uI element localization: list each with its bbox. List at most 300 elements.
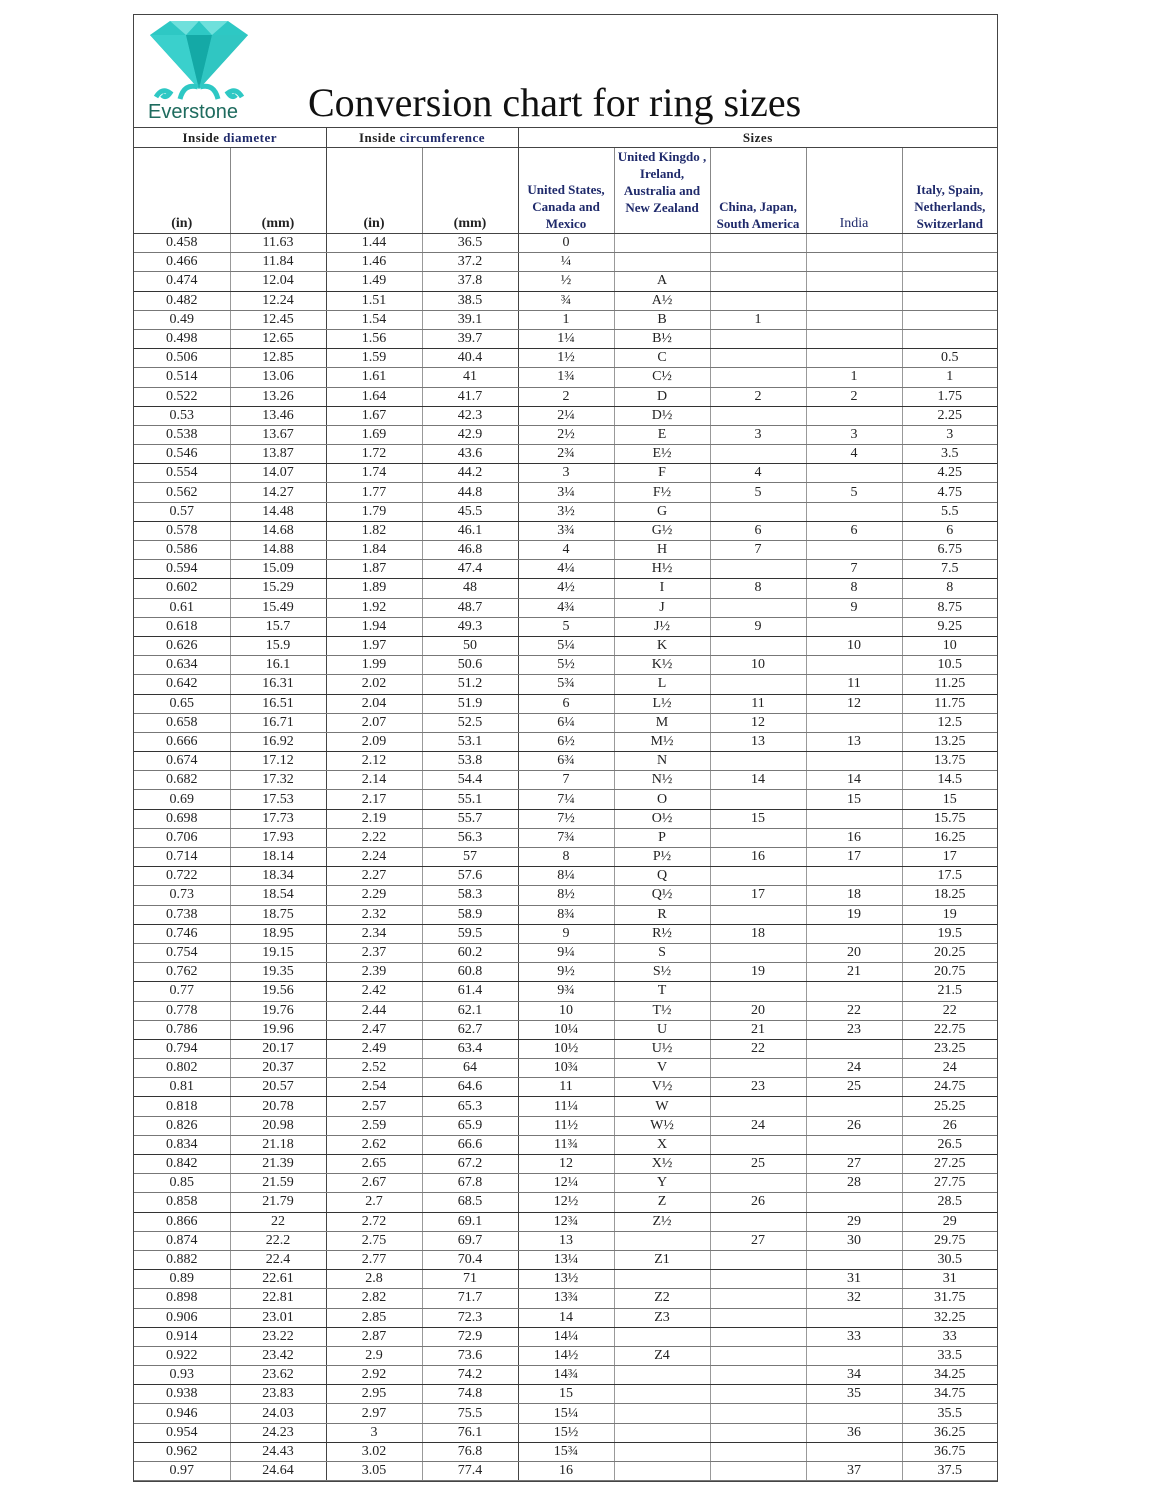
cell-india-size [806, 1346, 902, 1365]
cell-italy-size: 24.75 [902, 1078, 997, 1097]
cell-circumference-in: 2.95 [326, 1385, 422, 1404]
table-row [134, 1462, 997, 1481]
ring-size-chart [133, 14, 998, 1482]
cell-italy-size: 13.75 [902, 752, 997, 771]
cell-india-size [806, 541, 902, 560]
cell-us-size: 5 [518, 617, 614, 636]
cell-italy-size: 37.5 [902, 1462, 997, 1481]
cell-circumference-mm: 42.3 [422, 406, 518, 425]
cell-diameter-in: 0.89 [134, 1270, 230, 1289]
cell-circumference-mm: 55.1 [422, 790, 518, 809]
cell-india-size [806, 752, 902, 771]
cell-india-size: 15 [806, 790, 902, 809]
cell-uk-size: A [614, 272, 710, 291]
cell-us-size: 6 [518, 694, 614, 713]
cell-diameter-in: 0.538 [134, 425, 230, 444]
group-sizes: Sizes [518, 128, 997, 148]
table-row [134, 310, 997, 329]
cell-diameter-in: 0.85 [134, 1174, 230, 1193]
table-row [134, 1039, 997, 1058]
cell-diameter-mm: 14.27 [230, 483, 326, 502]
cell-diameter-mm: 20.57 [230, 1078, 326, 1097]
cell-italy-size: 25.25 [902, 1097, 997, 1116]
cell-italy-size: 15 [902, 790, 997, 809]
cell-uk-size: F½ [614, 483, 710, 502]
cell-italy-size: 7.5 [902, 560, 997, 579]
cell-italy-size [902, 234, 997, 253]
cell-italy-size: 9.25 [902, 617, 997, 636]
cell-india-size: 20 [806, 943, 902, 962]
cell-diameter-in: 0.97 [134, 1462, 230, 1481]
cell-china-size [710, 1327, 806, 1346]
cell-circumference-in: 1.44 [326, 234, 422, 253]
cell-india-size: 17 [806, 848, 902, 867]
cell-china-size [710, 445, 806, 464]
cell-us-size: 0 [518, 234, 614, 253]
cell-diameter-mm: 13.06 [230, 368, 326, 387]
cell-china-size [710, 1462, 806, 1481]
table-row [134, 291, 997, 310]
cell-diameter-in: 0.802 [134, 1059, 230, 1078]
cell-diameter-in: 0.602 [134, 579, 230, 598]
cell-diameter-in: 0.906 [134, 1308, 230, 1327]
cell-circumference-in: 2.85 [326, 1308, 422, 1327]
cell-diameter-in: 0.834 [134, 1135, 230, 1154]
cell-china-size [710, 1212, 806, 1231]
page-title: Conversion chart for ring sizes [308, 80, 802, 125]
cell-circumference-mm: 56.3 [422, 828, 518, 847]
cell-china-size [710, 598, 806, 617]
cell-italy-size: 11.25 [902, 675, 997, 694]
cell-china-size: 26 [710, 1193, 806, 1212]
table-row [134, 790, 997, 809]
cell-china-size [710, 234, 806, 253]
cell-diameter-in: 0.826 [134, 1116, 230, 1135]
cell-circumference-mm: 60.2 [422, 943, 518, 962]
cell-circumference-in: 2.47 [326, 1020, 422, 1039]
cell-china-size: 5 [710, 483, 806, 502]
cell-diameter-in: 0.642 [134, 675, 230, 694]
col-diameter-mm: (mm) [230, 148, 326, 234]
cell-italy-size: 33.5 [902, 1346, 997, 1365]
cell-india-size: 13 [806, 732, 902, 751]
cell-uk-size: K [614, 636, 710, 655]
cell-china-size [710, 1308, 806, 1327]
cell-italy-size: 27.75 [902, 1174, 997, 1193]
table-row [134, 502, 997, 521]
cell-diameter-mm: 12.85 [230, 349, 326, 368]
cell-diameter-in: 0.618 [134, 617, 230, 636]
cell-india-size [806, 253, 902, 272]
cell-us-size: 14¼ [518, 1327, 614, 1346]
cell-india-size: 25 [806, 1078, 902, 1097]
cell-diameter-mm: 14.48 [230, 502, 326, 521]
cell-diameter-in: 0.57 [134, 502, 230, 521]
cell-italy-size: 34.75 [902, 1385, 997, 1404]
table-row [134, 867, 997, 886]
cell-italy-size: 8.75 [902, 598, 997, 617]
cell-india-size: 37 [806, 1462, 902, 1481]
cell-circumference-mm: 41.7 [422, 387, 518, 406]
cell-circumference-mm: 72.3 [422, 1308, 518, 1327]
cell-diameter-in: 0.914 [134, 1327, 230, 1346]
cell-china-size [710, 1366, 806, 1385]
cell-uk-size: E½ [614, 445, 710, 464]
cell-diameter-mm: 12.45 [230, 310, 326, 329]
cell-circumference-in: 1.49 [326, 272, 422, 291]
cell-diameter-mm: 20.17 [230, 1039, 326, 1058]
cell-uk-size: R½ [614, 924, 710, 943]
cell-india-size [806, 809, 902, 828]
cell-italy-size: 5.5 [902, 502, 997, 521]
cell-us-size: 9¼ [518, 943, 614, 962]
cell-us-size: 12¾ [518, 1212, 614, 1231]
cell-india-size: 29 [806, 1212, 902, 1231]
cell-us-size: 6¼ [518, 713, 614, 732]
cell-us-size: 10 [518, 1001, 614, 1020]
cell-circumference-in: 1.94 [326, 617, 422, 636]
cell-italy-size: 31 [902, 1270, 997, 1289]
cell-india-size: 19 [806, 905, 902, 924]
cell-circumference-mm: 55.7 [422, 809, 518, 828]
cell-uk-size: Z4 [614, 1346, 710, 1365]
cell-india-size: 9 [806, 598, 902, 617]
cell-india-size: 22 [806, 1001, 902, 1020]
cell-diameter-in: 0.674 [134, 752, 230, 771]
table-row [134, 809, 997, 828]
cell-india-size [806, 1442, 902, 1461]
table-row [134, 1250, 997, 1269]
cell-uk-size: V [614, 1059, 710, 1078]
table-row [134, 1078, 997, 1097]
cell-uk-size: P½ [614, 848, 710, 867]
cell-circumference-mm: 50.6 [422, 656, 518, 675]
cell-circumference-mm: 48.7 [422, 598, 518, 617]
cell-diameter-in: 0.866 [134, 1212, 230, 1231]
cell-diameter-in: 0.93 [134, 1366, 230, 1385]
cell-italy-size: 10.5 [902, 656, 997, 675]
cell-italy-size: 27.25 [902, 1155, 997, 1174]
brand-name: Everstone [148, 101, 239, 123]
cell-circumference-mm: 57 [422, 848, 518, 867]
table-row [134, 982, 997, 1001]
cell-uk-size [614, 1423, 710, 1442]
cell-us-size: 10¾ [518, 1059, 614, 1078]
cell-china-size: 23 [710, 1078, 806, 1097]
table-row [134, 1116, 997, 1135]
table-row [134, 445, 997, 464]
cell-italy-size [902, 291, 997, 310]
cell-china-size [710, 982, 806, 1001]
cell-india-size [806, 924, 902, 943]
cell-diameter-mm: 19.96 [230, 1020, 326, 1039]
cell-diameter-mm: 17.12 [230, 752, 326, 771]
cell-circumference-mm: 45.5 [422, 502, 518, 521]
cell-us-size: 7¼ [518, 790, 614, 809]
cell-circumference-mm: 63.4 [422, 1039, 518, 1058]
cell-us-size: ¾ [518, 291, 614, 310]
table-row [134, 349, 997, 368]
cell-china-size [710, 1174, 806, 1193]
table-row [134, 483, 997, 502]
cell-diameter-mm: 13.46 [230, 406, 326, 425]
table-row [134, 1366, 997, 1385]
cell-india-size [806, 617, 902, 636]
cell-uk-size [614, 1462, 710, 1481]
cell-diameter-in: 0.666 [134, 732, 230, 751]
cell-diameter-in: 0.794 [134, 1039, 230, 1058]
cell-circumference-in: 3 [326, 1423, 422, 1442]
cell-diameter-in: 0.482 [134, 291, 230, 310]
cell-china-size: 27 [710, 1231, 806, 1250]
cell-circumference-in: 2.39 [326, 963, 422, 982]
cell-italy-size: 29 [902, 1212, 997, 1231]
cell-us-size: 14½ [518, 1346, 614, 1365]
cell-circumference-mm: 58.3 [422, 886, 518, 905]
cell-diameter-in: 0.762 [134, 963, 230, 982]
cell-circumference-mm: 36.5 [422, 234, 518, 253]
cell-uk-size: I [614, 579, 710, 598]
cell-circumference-mm: 65.3 [422, 1097, 518, 1116]
cell-circumference-in: 2.67 [326, 1174, 422, 1193]
cell-us-size: 9½ [518, 963, 614, 982]
cell-us-size: 14 [518, 1308, 614, 1327]
cell-china-size [710, 291, 806, 310]
cell-india-size: 32 [806, 1289, 902, 1308]
cell-circumference-in: 2.59 [326, 1116, 422, 1135]
table-row [134, 1212, 997, 1231]
cell-circumference-mm: 62.1 [422, 1001, 518, 1020]
cell-diameter-mm: 18.75 [230, 905, 326, 924]
cell-circumference-in: 2.62 [326, 1135, 422, 1154]
cell-circumference-in: 2.77 [326, 1250, 422, 1269]
table-row [134, 1346, 997, 1365]
cell-diameter-in: 0.938 [134, 1385, 230, 1404]
cell-italy-size: 6 [902, 521, 997, 540]
cell-india-size: 33 [806, 1327, 902, 1346]
cell-circumference-in: 1.61 [326, 368, 422, 387]
cell-circumference-in: 1.97 [326, 636, 422, 655]
cell-circumference-in: 2.19 [326, 809, 422, 828]
cell-diameter-in: 0.698 [134, 809, 230, 828]
cell-uk-size: T [614, 982, 710, 1001]
cell-us-size: 9¾ [518, 982, 614, 1001]
cell-circumference-mm: 39.1 [422, 310, 518, 329]
cell-circumference-in: 1.72 [326, 445, 422, 464]
cell-circumference-mm: 47.4 [422, 560, 518, 579]
cell-italy-size: 12.5 [902, 713, 997, 732]
cell-uk-size: J½ [614, 617, 710, 636]
cell-circumference-in: 2.92 [326, 1366, 422, 1385]
cell-india-size: 12 [806, 694, 902, 713]
cell-india-size: 14 [806, 771, 902, 790]
cell-circumference-mm: 37.8 [422, 272, 518, 291]
table-row [134, 1385, 997, 1404]
cell-circumference-mm: 60.8 [422, 963, 518, 982]
cell-china-size [710, 1404, 806, 1423]
cell-india-size: 8 [806, 579, 902, 598]
cell-circumference-mm: 57.6 [422, 867, 518, 886]
table-row [134, 828, 997, 847]
cell-us-size: 4¾ [518, 598, 614, 617]
col-italy: Italy, Spain, Netherlands, Switzerland [902, 148, 997, 234]
cell-circumference-in: 2.54 [326, 1078, 422, 1097]
cell-diameter-mm: 16.1 [230, 656, 326, 675]
cell-diameter-in: 0.65 [134, 694, 230, 713]
table-row [134, 425, 997, 444]
cell-diameter-mm: 19.35 [230, 963, 326, 982]
cell-italy-size [902, 310, 997, 329]
cell-diameter-in: 0.754 [134, 943, 230, 962]
cell-uk-size: N½ [614, 771, 710, 790]
cell-china-size [710, 1097, 806, 1116]
cell-italy-size: 0.5 [902, 349, 997, 368]
cell-india-size: 26 [806, 1116, 902, 1135]
cell-uk-size: V½ [614, 1078, 710, 1097]
cell-uk-size [614, 1270, 710, 1289]
cell-us-size: 7½ [518, 809, 614, 828]
cell-us-size: 11¼ [518, 1097, 614, 1116]
cell-diameter-in: 0.69 [134, 790, 230, 809]
cell-circumference-mm: 68.5 [422, 1193, 518, 1212]
cell-circumference-in: 2.87 [326, 1327, 422, 1346]
table-row [134, 656, 997, 675]
cell-uk-size: L½ [614, 694, 710, 713]
cell-circumference-in: 1.59 [326, 349, 422, 368]
cell-circumference-in: 2.09 [326, 732, 422, 751]
cell-circumference-mm: 71.7 [422, 1289, 518, 1308]
cell-circumference-mm: 65.9 [422, 1116, 518, 1135]
cell-china-size [710, 905, 806, 924]
cell-uk-size [614, 1385, 710, 1404]
cell-china-size: 22 [710, 1039, 806, 1058]
cell-diameter-mm: 22.4 [230, 1250, 326, 1269]
cell-italy-size: 19.5 [902, 924, 997, 943]
cell-circumference-mm: 74.2 [422, 1366, 518, 1385]
cell-india-size [806, 1404, 902, 1423]
cell-us-size: 5¾ [518, 675, 614, 694]
cell-us-size: 2 [518, 387, 614, 406]
cell-italy-size: 21.5 [902, 982, 997, 1001]
cell-uk-size: R [614, 905, 710, 924]
cell-diameter-mm: 19.76 [230, 1001, 326, 1020]
cell-india-size: 4 [806, 445, 902, 464]
cell-italy-size: 36.75 [902, 1442, 997, 1461]
cell-circumference-in: 2.82 [326, 1289, 422, 1308]
cell-diameter-mm: 18.14 [230, 848, 326, 867]
cell-diameter-mm: 15.9 [230, 636, 326, 655]
cell-china-size: 13 [710, 732, 806, 751]
cell-diameter-in: 0.522 [134, 387, 230, 406]
cell-circumference-mm: 44.2 [422, 464, 518, 483]
table-row [134, 732, 997, 751]
cell-us-size: 11½ [518, 1116, 614, 1135]
cell-circumference-mm: 46.8 [422, 541, 518, 560]
cell-us-size: 8½ [518, 886, 614, 905]
cell-circumference-in: 2.9 [326, 1346, 422, 1365]
cell-india-size: 18 [806, 886, 902, 905]
cell-uk-size: J [614, 598, 710, 617]
cell-diameter-mm: 24.23 [230, 1423, 326, 1442]
table-row [134, 1308, 997, 1327]
cell-china-size: 17 [710, 886, 806, 905]
cell-italy-size: 13.25 [902, 732, 997, 751]
title-area [134, 15, 997, 128]
cell-circumference-in: 2.49 [326, 1039, 422, 1058]
cell-diameter-mm: 21.79 [230, 1193, 326, 1212]
cell-diameter-mm: 24.43 [230, 1442, 326, 1461]
cell-china-size [710, 636, 806, 655]
cell-us-size: 8¼ [518, 867, 614, 886]
cell-circumference-in: 2.02 [326, 675, 422, 694]
cell-diameter-mm: 22.61 [230, 1270, 326, 1289]
cell-circumference-mm: 73.6 [422, 1346, 518, 1365]
cell-circumference-mm: 37.2 [422, 253, 518, 272]
cell-india-size [806, 272, 902, 291]
cell-diameter-in: 0.458 [134, 234, 230, 253]
cell-us-size: 2½ [518, 425, 614, 444]
cell-circumference-in: 1.56 [326, 329, 422, 348]
cell-circumference-mm: 59.5 [422, 924, 518, 943]
cell-circumference-mm: 46.1 [422, 521, 518, 540]
cell-diameter-mm: 17.93 [230, 828, 326, 847]
cell-circumference-mm: 72.9 [422, 1327, 518, 1346]
table-row [134, 1097, 997, 1116]
cell-circumference-in: 1.64 [326, 387, 422, 406]
table-row [134, 1001, 997, 1020]
table-row [134, 368, 997, 387]
cell-circumference-in: 1.51 [326, 291, 422, 310]
cell-china-size: 2 [710, 387, 806, 406]
cell-circumference-in: 1.46 [326, 253, 422, 272]
table-row [134, 521, 997, 540]
cell-circumference-in: 2.04 [326, 694, 422, 713]
cell-circumference-in: 2.42 [326, 982, 422, 1001]
cell-us-size: 2¾ [518, 445, 614, 464]
cell-uk-size: Z1 [614, 1250, 710, 1269]
cell-us-size: 5¼ [518, 636, 614, 655]
cell-diameter-mm: 17.73 [230, 809, 326, 828]
cell-diameter-mm: 15.09 [230, 560, 326, 579]
cell-italy-size: 15.75 [902, 809, 997, 828]
cell-diameter-in: 0.61 [134, 598, 230, 617]
cell-us-size: 13½ [518, 1270, 614, 1289]
cell-diameter-mm: 18.54 [230, 886, 326, 905]
cell-us-size: 4½ [518, 579, 614, 598]
cell-china-size [710, 790, 806, 809]
cell-circumference-in: 2.97 [326, 1404, 422, 1423]
cell-circumference-mm: 54.4 [422, 771, 518, 790]
cell-diameter-mm: 23.01 [230, 1308, 326, 1327]
cell-circumference-mm: 70.4 [422, 1250, 518, 1269]
cell-uk-size: W½ [614, 1116, 710, 1135]
cell-diameter-mm: 16.71 [230, 713, 326, 732]
cell-uk-size: D [614, 387, 710, 406]
cell-uk-size: F [614, 464, 710, 483]
cell-india-size [806, 1135, 902, 1154]
cell-italy-size: 28.5 [902, 1193, 997, 1212]
cell-italy-size: 1 [902, 368, 997, 387]
cell-uk-size: D½ [614, 406, 710, 425]
cell-us-size: 5½ [518, 656, 614, 675]
cell-uk-size: N [614, 752, 710, 771]
cell-india-size: 1 [806, 368, 902, 387]
cell-us-size: 3 [518, 464, 614, 483]
table-row [134, 1404, 997, 1423]
cell-italy-size: 20.25 [902, 943, 997, 962]
cell-china-size [710, 867, 806, 886]
cell-diameter-mm: 20.78 [230, 1097, 326, 1116]
